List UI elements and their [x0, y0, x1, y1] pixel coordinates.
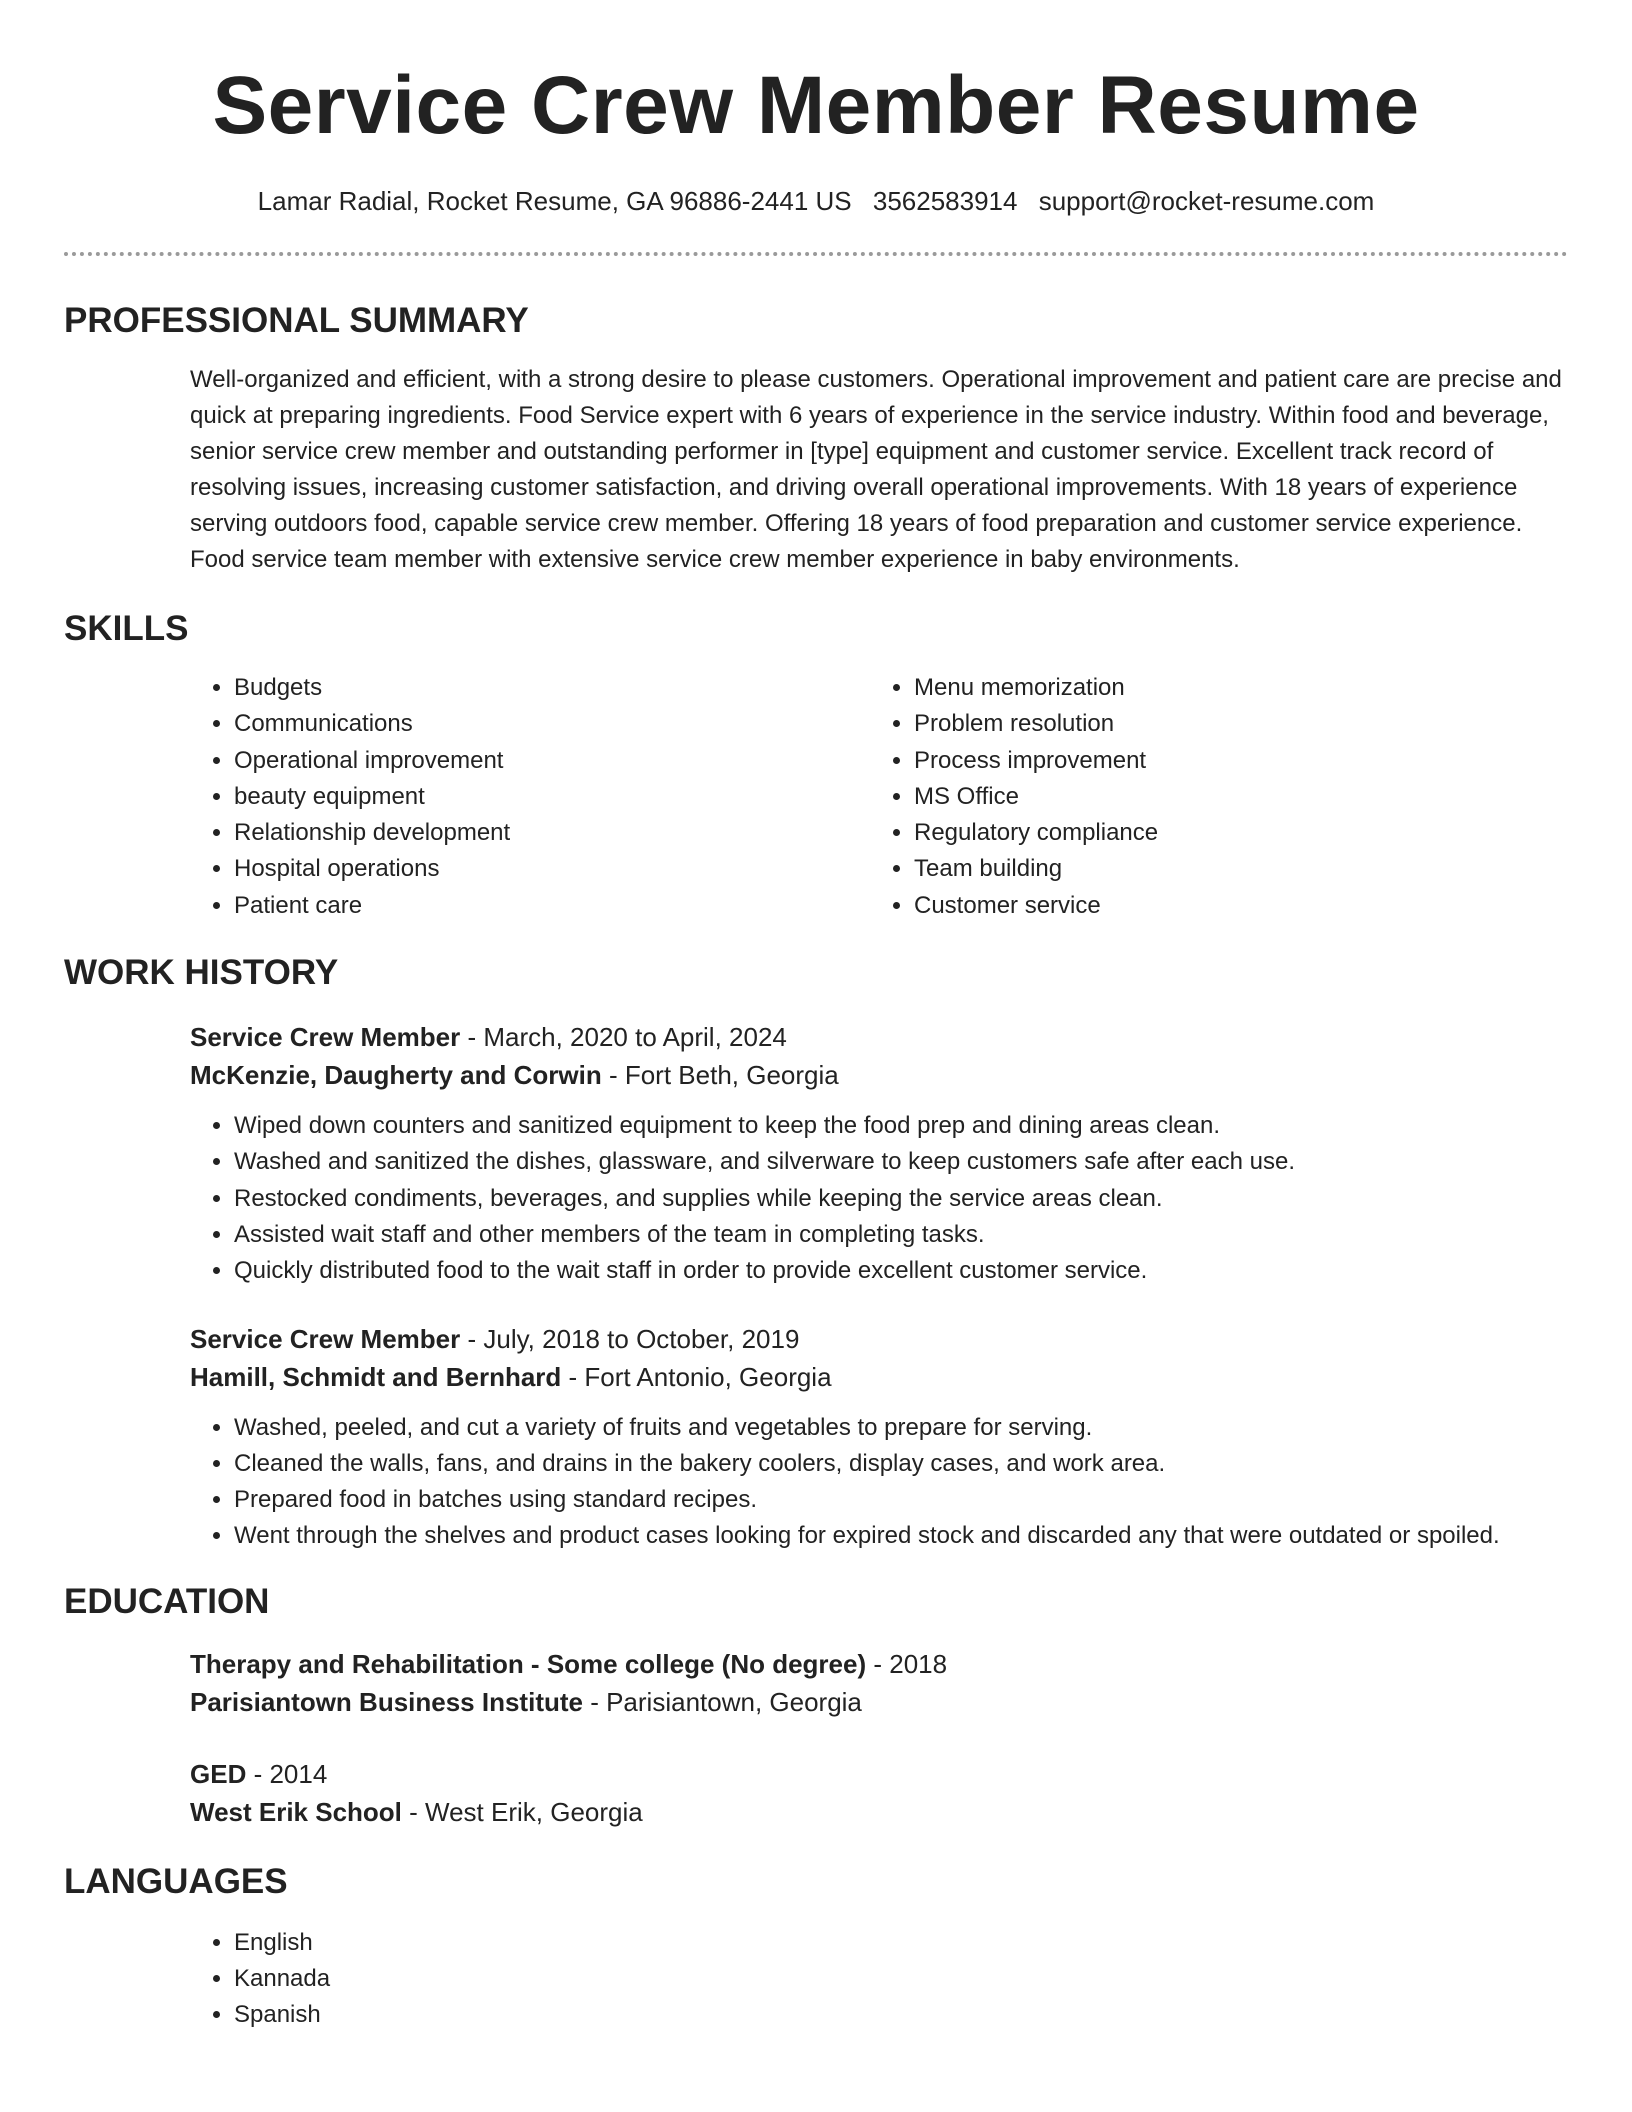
job-title-line: [190, 1018, 1568, 1056]
job-company-line: [190, 1056, 1568, 1094]
degree-line: [190, 1755, 1568, 1793]
skill-item: • MS Office: [914, 779, 1550, 815]
skills-column-right: [870, 670, 1550, 924]
job-duty: • Quickly distributed food to the wait staff in order to provide excellent customer service.: [234, 1253, 1568, 1289]
degree: GED: [190, 1758, 247, 1789]
contact-info: [64, 184, 1568, 218]
languages-heading: LANGUAGES: [64, 1861, 288, 1901]
school-location: - Parisiantown, Georgia: [582, 1686, 862, 1717]
header-divider: [64, 252, 1568, 256]
degree-year: - 2014: [246, 1758, 328, 1789]
job-location: - Fort Beth, Georgia: [601, 1060, 839, 1091]
education-entry: [190, 1645, 1568, 1721]
summary-heading: PROFESSIONAL SUMMARY: [64, 301, 529, 340]
job-duties: [190, 1108, 1568, 1289]
degree: Therapy and Rehabilitation - Some college (No degree): [190, 1648, 867, 1679]
skills-column-left: [190, 670, 870, 924]
skill-item: • Communications: [234, 706, 870, 742]
degree-line: [190, 1645, 1568, 1683]
skill-item: • Budgets: [234, 670, 870, 706]
degree-year: - 2018: [866, 1648, 948, 1679]
language-item: • Spanish: [234, 1997, 1568, 2033]
job-dates: - July, 2018 to October, 2019: [460, 1323, 800, 1354]
skill-item: • Team building: [914, 851, 1550, 887]
resume-title: Service Crew Member Resume: [212, 60, 1420, 151]
job-title: Service Crew Member: [190, 1323, 461, 1354]
work-history-heading: WORK HISTORY: [64, 953, 339, 993]
skills-heading: SKILLS: [64, 609, 189, 648]
job-duty: • Wiped down counters and sanitized equipment to keep the food prep and dining areas clean.: [234, 1108, 1568, 1144]
skill-item: • Problem resolution: [914, 706, 1550, 742]
skill-item: • Process improvement: [914, 743, 1550, 779]
school-location: - West Erik, Georgia: [401, 1796, 643, 1827]
skill-item: • Menu memorization: [914, 670, 1550, 706]
skill-item: • Operational improvement: [234, 743, 870, 779]
job-company-line: [190, 1358, 1568, 1396]
language-item: • English: [234, 1925, 1568, 1961]
languages-list: [190, 1925, 1568, 2034]
language-item: • Kannada: [234, 1961, 1568, 1997]
job-location: - Fort Antonio, Georgia: [561, 1361, 832, 1392]
skill-item: • Hospital operations: [234, 851, 870, 887]
job-duty: • Washed, peeled, and cut a variety of fruits and vegetables to prepare for serving.: [234, 1410, 1568, 1446]
job-company: Hamill, Schmidt and Bernhard: [190, 1361, 562, 1392]
job-duty: • Washed and sanitized the dishes, glassware, and silverware to keep customers safe after each use.: [234, 1144, 1568, 1180]
skill-item: • beauty equipment: [234, 779, 870, 815]
education-heading: EDUCATION: [64, 1581, 270, 1621]
job-duty: • Prepared food in batches using standard recipes.: [234, 1482, 1568, 1518]
skill-item: • Customer service: [914, 888, 1550, 924]
job-duties: [190, 1410, 1568, 1555]
job-title-line: [190, 1320, 1568, 1358]
job-duty: • Cleaned the walls, fans, and drains in the bakery coolers, display cases, and work area.: [234, 1446, 1568, 1482]
job-dates: - March, 2020 to April, 2024: [460, 1022, 787, 1053]
summary-text: Well-organized and efficient, with a strong desire to please customers. Operational improvement and patient care are precise and quick at preparing ingredients. Food Service expert with 6 years of experience in the service industry. Within food and beverage, senior service crew member and outstanding performer in [type] equipment and customer service. Excellent track record of resolving issues, increasing customer satisfaction, and driving overall operational improvements. With 18 years of experience serving outdoors food, capable service crew member. Offering 18 years of food preparation and customer service experience. Food service team member with extensive service crew member experience in baby environments.: [190, 366, 1562, 573]
job-title: Service Crew Member: [190, 1022, 461, 1053]
job-entry: [190, 1018, 1568, 1289]
job-duty: • Restocked condiments, beverages, and supplies while keeping the service areas clean.: [234, 1181, 1568, 1217]
job-duty: • Went through the shelves and product cases looking for expired stock and discarded any that were outdated or spoiled.: [234, 1518, 1568, 1554]
contact-email: support@rocket-resume.com: [1038, 186, 1375, 216]
contact-address: Lamar Radial, Rocket Resume, GA 96886-2441 US: [257, 186, 852, 216]
school-line: [190, 1793, 1568, 1831]
school: West Erik School: [190, 1796, 402, 1827]
school-line: [190, 1683, 1568, 1721]
skill-item: • Relationship development: [234, 815, 870, 851]
job-entry: [190, 1320, 1568, 1555]
education-entry: [190, 1755, 1568, 1831]
skill-item: • Regulatory compliance: [914, 815, 1550, 851]
job-company: McKenzie, Daugherty and Corwin: [190, 1060, 602, 1091]
school: Parisiantown Business Institute: [190, 1686, 583, 1717]
job-duty: • Assisted wait staff and other members of the team in completing tasks.: [234, 1217, 1568, 1253]
skill-item: • Patient care: [234, 888, 870, 924]
skills-list: [190, 670, 1568, 924]
contact-phone: 3562583914: [872, 186, 1018, 216]
